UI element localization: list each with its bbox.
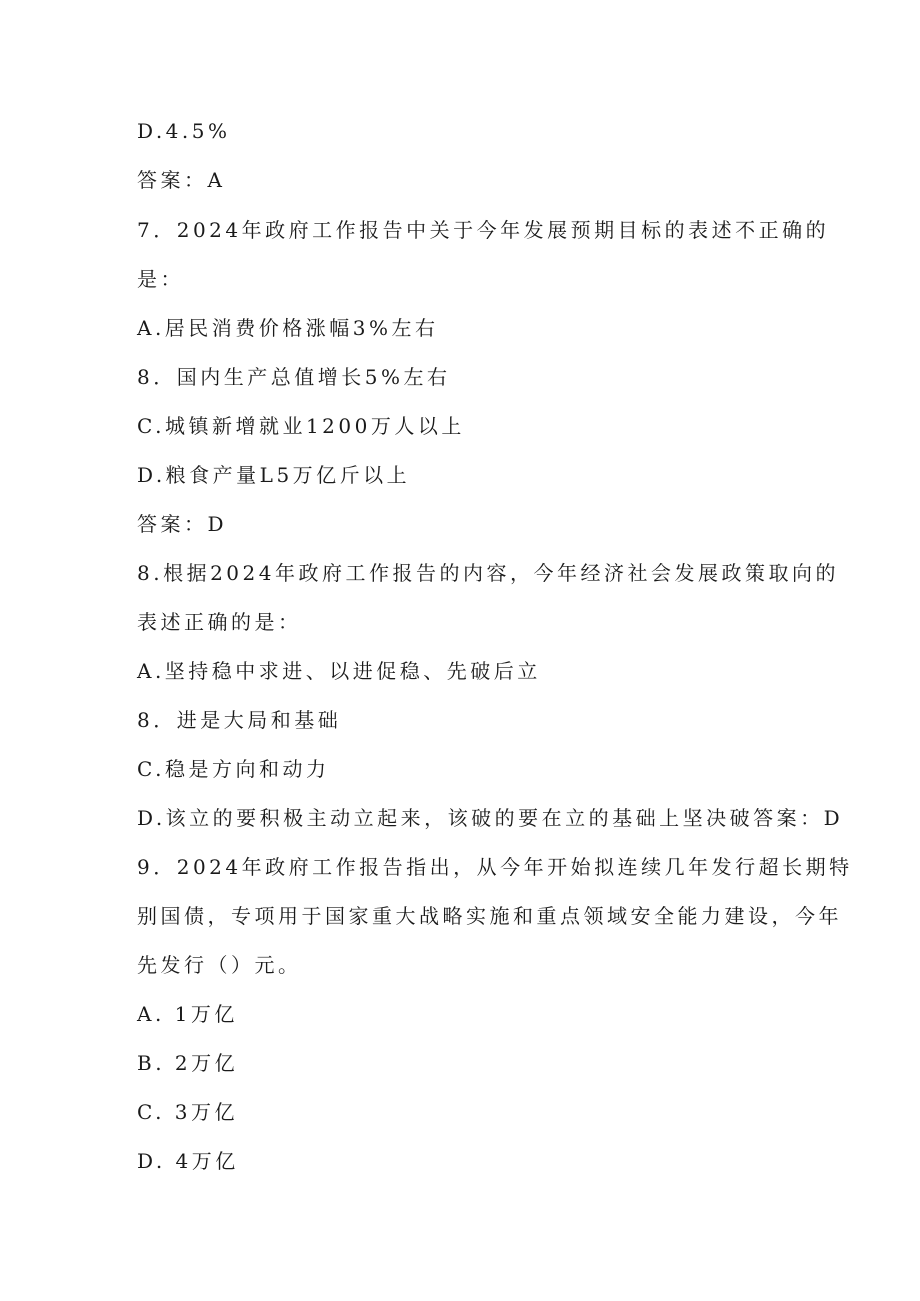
option-d-q6: D.4.5% <box>137 119 231 143</box>
question-7-line-2: 是： <box>137 267 184 291</box>
option-a-q7: A.居民消费价格涨幅3%左右 <box>137 316 439 340</box>
answer-q7: 答案：D <box>137 512 228 536</box>
option-b-q9: B. 2万亿 <box>137 1051 239 1075</box>
question-8-line-1: 8.根据2024年政府工作报告的内容，今年经济社会发展政策取向的 <box>137 561 839 585</box>
question-8-line-2: 表述正确的是： <box>137 610 302 634</box>
option-c-q7: C.城镇新增就业1200万人以上 <box>137 414 465 438</box>
option-b-q8: 8．进是大局和基础 <box>137 708 342 732</box>
question-7-line-1: 7．2024年政府工作报告中关于今年发展预期目标的表述不正确的 <box>137 218 830 242</box>
question-9-line-1: 9．2024年政府工作报告指出，从今年开始拟连续几年发行超长期特 <box>137 855 853 879</box>
option-d-q7: D.粮食产量L5万亿斤以上 <box>137 463 411 487</box>
option-b-q7: 8．国内生产总值增长5%左右 <box>137 365 451 389</box>
option-c-q8: C.稳是方向和动力 <box>137 757 330 781</box>
option-d-q9: D. 4万亿 <box>137 1149 239 1173</box>
question-9-line-2: 别国债，专项用于国家重大战略实施和重点领域安全能力建设，今年 <box>137 904 842 928</box>
question-9-line-3: 先发行（）元。 <box>137 953 302 977</box>
option-a-q8: A.坚持稳中求进、以进促稳、先破后立 <box>137 659 541 683</box>
option-c-q9: C. 3万亿 <box>137 1100 239 1124</box>
option-d-q8-with-answer: D.该立的要积极主动立起来，该破的要在立的基础上坚决破答案：D <box>137 806 844 830</box>
option-a-q9: A. 1万亿 <box>137 1002 238 1026</box>
answer-q6: 答案：A <box>137 168 226 192</box>
